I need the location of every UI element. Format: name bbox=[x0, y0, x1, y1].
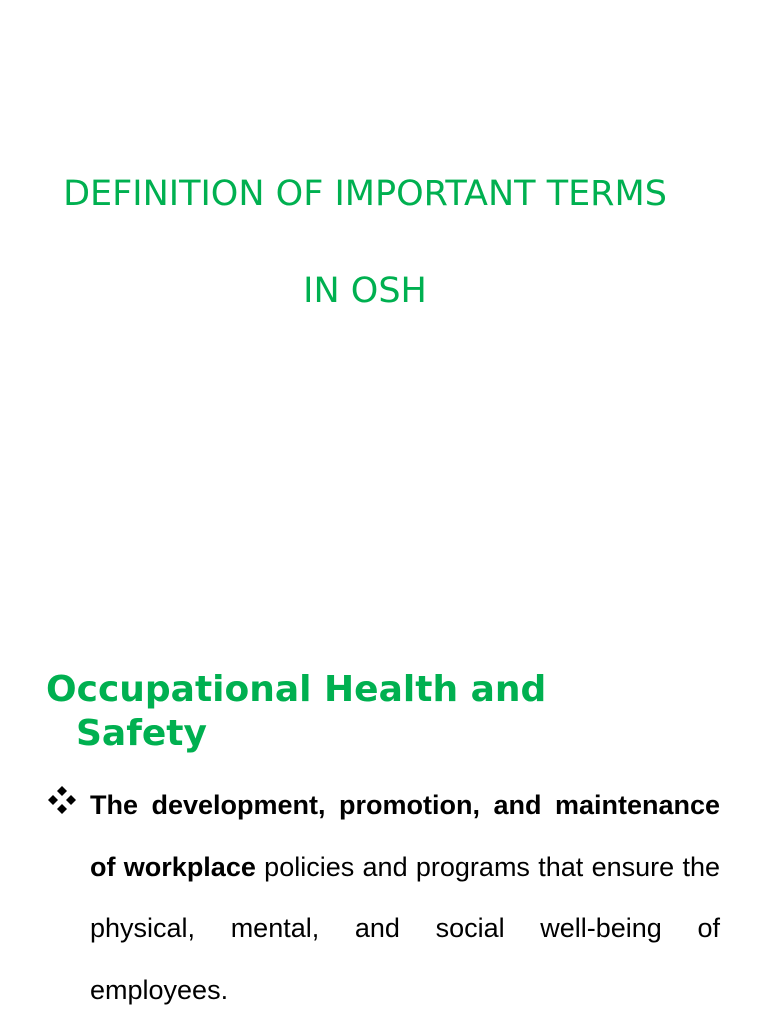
four-diamond-bullet-icon bbox=[48, 786, 76, 814]
slide-title-line-2: IN OSH bbox=[303, 271, 427, 311]
slide-title-line-1: DEFINITION OF IMPORTANT TERMS bbox=[63, 174, 667, 214]
definition-regular-text: policies and programs that ensure the physical, mental, and social well-being of employees. bbox=[90, 851, 720, 1005]
definition-bold-text: The development, promotion, and maintenance of workplace bbox=[90, 790, 720, 882]
section-heading-line-2: Safety bbox=[76, 713, 207, 754]
definition-text bbox=[90, 775, 720, 1021]
section-heading bbox=[46, 668, 686, 756]
section-heading-line-1: Occupational Health and bbox=[46, 669, 547, 710]
